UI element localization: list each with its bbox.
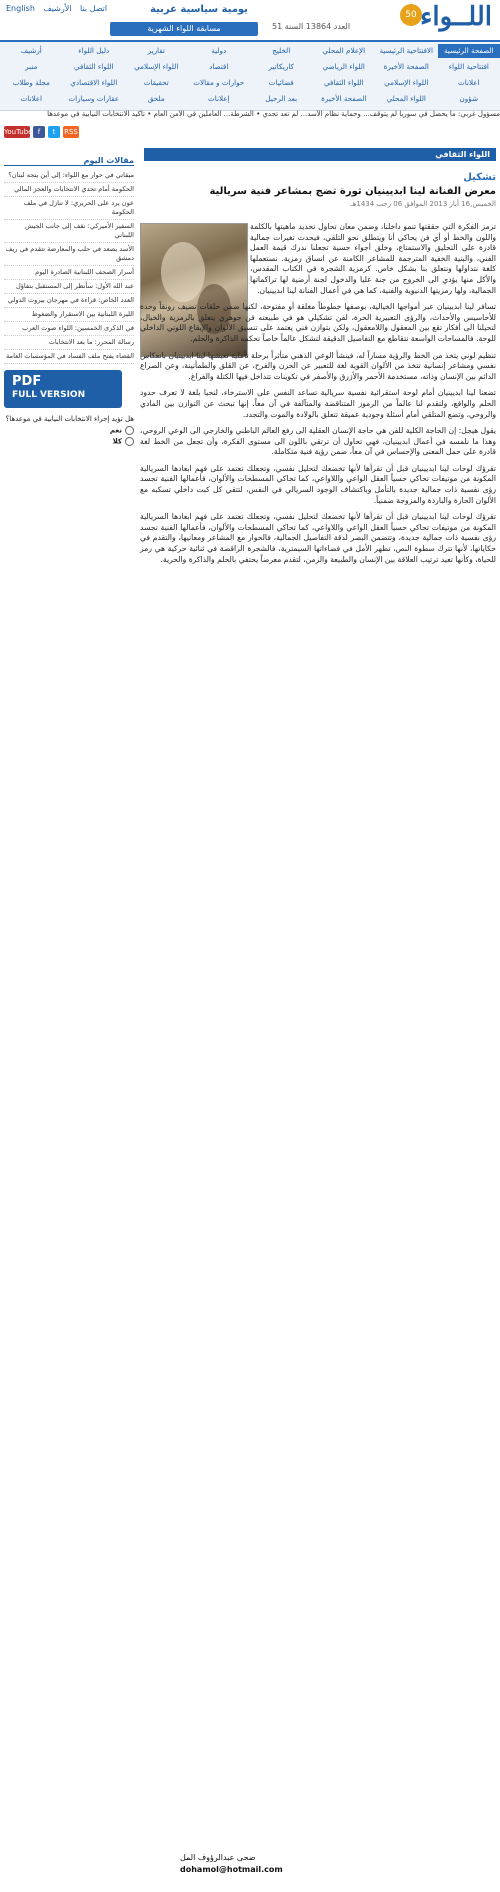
nav-item[interactable]: إعلانات	[207, 94, 230, 103]
nav-item[interactable]: اللواء الإسلامي	[134, 62, 179, 71]
social-links	[4, 126, 79, 138]
rss-icon[interactable]: RSS	[64, 128, 78, 136]
full-version-label: FULL VERSION	[12, 390, 86, 400]
nav-row-3	[0, 76, 500, 90]
nav-item[interactable]: الصفحة الأخيرة	[383, 62, 429, 71]
article-paragraph: تضعنا لينا ابديينيان أمام لوحة استقرائية نفسية سريالية تساعد النفس على الاسترخاء، لنحيا بلغة لا تعرف حدود الحلم والواقع، ولتقدم لنا عالماً من الرموز المتناقضة والمتآلفة في آن معاً. إنها تبحث عن التوازن بين المادي والروحي، وتضع المتلقي أمام أسئلة وجودية عميقة تتعلق بالولادة والموت والتجدد.	[140, 388, 496, 419]
sidebar-article-link[interactable]: رسالة المحرر: ما بعد الانتخابات	[4, 336, 134, 350]
nav-item[interactable]: اللواء الاقتصادي	[70, 78, 118, 87]
poll-widget	[4, 414, 134, 446]
sidebar-article-link[interactable]: السفير الأميركي: نقف إلى جانب الجيش اللبناني	[4, 220, 134, 243]
nav-item[interactable]: اللواء الثقافي	[323, 78, 364, 87]
site-tagline: يومية سياسية عربية	[150, 4, 248, 15]
nav-item[interactable]: تحقيقات	[143, 78, 169, 87]
nav-item[interactable]: حوارات و مقالات	[193, 78, 245, 87]
sidebar-article-link[interactable]: الحكومة أمام تحدي الانتخابات والعجز المالي	[4, 183, 134, 197]
nav-item[interactable]: دليل اللواء	[78, 46, 110, 55]
main-navigation	[0, 40, 500, 111]
nav-item[interactable]: افتتاحية اللواء	[448, 62, 489, 71]
nav-item[interactable]: اللواء الرياضي	[322, 62, 365, 71]
pdf-label: PDF	[12, 374, 42, 389]
pdf-full-version-button[interactable]	[4, 370, 122, 408]
sidebar-article-link[interactable]: الأسد يصعد في حلب والمعارضة تتقدم في ريف دمشق	[4, 243, 134, 266]
article-header	[140, 172, 496, 214]
article-signature	[140, 1852, 496, 1876]
nav-item[interactable]: الخليج	[272, 46, 291, 55]
sidebar-article-link[interactable]: ميقاتي في حوار مع اللواء: إلى أين يتجه لبنان؟	[4, 169, 134, 183]
nav-item[interactable]: بعد الرحيل	[265, 94, 298, 103]
nav-item[interactable]: اللواء الإسلامي	[384, 78, 429, 87]
nav-item[interactable]: أرشيف	[20, 46, 42, 55]
poll-option-label: كلا	[112, 437, 122, 446]
nav-item[interactable]: منبر	[25, 62, 38, 71]
nav-item[interactable]: كاريكاتير	[268, 62, 294, 71]
nav-item[interactable]: دولية	[211, 46, 227, 55]
top-link-contact[interactable]: اتصل بنا	[80, 4, 108, 13]
youtube-icon[interactable]: YouTube	[4, 128, 33, 136]
poll-option-no[interactable]	[4, 437, 134, 446]
poll-option-yes[interactable]	[4, 426, 134, 435]
nav-item[interactable]: مجلة وطلاب	[12, 78, 50, 87]
nav-item[interactable]: الافتتاحية الرئيسية	[379, 46, 434, 55]
article-body	[140, 222, 496, 571]
article-title: معرض الفنانة لينا ابديينيان ثورة تضج بمشاعر فنية سريالية	[209, 186, 496, 197]
article-paragraph: تسافر لينا ابديينيان عبر أمواجها الخيالية، بوصفها خطوطاً مغلقة أو مفتوحة، لكنها ضمن حلقات تضيف رونقاً وحدة للأحاسيس والأحداث، والرؤى التعبيرية الحرة، لفن تشكيلي هو في طبيعته فن جوهري يتعلق بالرمزية والخيال، لتحيلنا الى أفكار تقع بين المعقول واللامعقول، ولكن بتوازن فني يعتمد على تنسيق الألوان والإيقاع اللوني الداخلي للوحة. فالمساحات الواسعة تتقاطع مع التفاصيل الدقيقة لتشكل عالماً خاصاً تحكمه الذاكرة والحلم.	[140, 302, 496, 343]
nav-item[interactable]: اعلانات	[20, 94, 43, 103]
nav-item[interactable]: اللواء الثقافي	[73, 62, 114, 71]
poll-option-label: نعم	[109, 426, 122, 435]
article-kicker: تشكيل	[463, 172, 496, 183]
sidebar-article-link[interactable]: عون يرد على الحريري: لا تنازل في ملف الحكومة	[4, 197, 134, 220]
sidebar-article-link[interactable]: القضاء يفتح ملف الفساد في المؤسسات العامة	[4, 350, 134, 364]
section-header[interactable]: اللواء الثقافي	[144, 148, 496, 161]
site-header	[0, 0, 500, 40]
radio-icon[interactable]	[125, 437, 134, 446]
nav-item[interactable]: الإعلام المحلي	[322, 46, 366, 55]
nav-item[interactable]: اعلانات	[457, 78, 480, 87]
radio-icon[interactable]	[125, 426, 134, 435]
news-ticker[interactable]: مسؤول غربي: ما يحصل في سوريا لم يتوقف... وحماية نظام الأسد... لم تعد تجدي • الشرطة... العاملين في الأمن العام • تأكيد الانتخابات النيابية في موعدها	[47, 110, 500, 118]
sidebar-article-link[interactable]: العدد الخاص: قراءة في مهرجان بيروت الدولي	[4, 294, 134, 308]
nav-item[interactable]: الصفحة الأخيرة	[321, 94, 367, 103]
site-logo[interactable]	[400, 2, 492, 38]
sidebar-article-link[interactable]: أسرار الصحف اللبنانية الصادرة اليوم	[4, 266, 134, 280]
article-paragraph: تقرؤك لوحات لينا ابديينيان قبل أن تقرأها لأنها تخضعك لتحليل نفسي، وتجعلك تعتمد على فهم ابعادها السريالية المكونة من موتيفات تحاكي حسياً العقل الواعي واللاواعي، كما تحاكي المسطحات والألوان، فأعمالها الفنية تجسد رؤى نفسية ذات جمالية جديدة، وتتضمن البصر لدقة التفاصيل الجمالية، فالحوار مع المشاعر ومعانيها، والتقدم في حكاياتها، لأنها تترك سطوة النص، تظهر الأمل في فضاءاتها السيمترية، فالشجرة الراقصة في ثنائية حركية هي رمز للحياة، وكأنها تعيد ترتيب العلاقة بين الإنسان والطبيعة والزمن، لتقدم معرضاً يحتفي بالحلم والذاكرة والحرية.	[140, 512, 496, 564]
nav-item-home[interactable]: الصفحة الرئيسية	[438, 44, 500, 58]
nav-item[interactable]: اللواء المحلي	[386, 94, 426, 103]
nav-item[interactable]: ملحق	[147, 94, 165, 103]
monthly-contest-banner[interactable]: مسابقة اللواء الشهرية	[110, 22, 258, 36]
sidebar	[4, 156, 134, 446]
nav-row-2	[0, 60, 500, 74]
nav-row-4	[0, 92, 500, 106]
nav-item[interactable]: اقتصاد	[209, 62, 229, 71]
nav-item[interactable]: تقارير	[147, 46, 165, 55]
top-link-english[interactable]: English	[6, 4, 35, 13]
author-name: ضحى عبدالرؤوف المل	[180, 1853, 256, 1862]
article-paragraph: تنظيم لوني يتخذ من الخط والرؤية مساراً له، فينشأ الوعي الذهني متأثراً برحلة تأملية تعيشها لينا ابديينيان بانعكاس نفسي ومشاعر إنسانية تتخذ من الألوان القوية لغة للتعبير عن الحزن والفرح، عن القلق والطمأنينة، وعن الصراع الدائم بين الإنسان وذاته، مستخدمة الأحمر والأزرق والأصفر في تكوينات تتداخل فيها الكتلة والفراغ.	[140, 350, 496, 381]
nav-item[interactable]: فضائيات	[268, 78, 294, 87]
author-email[interactable]: dohamol@hotmail.com	[180, 1865, 283, 1874]
logo-text: اللــواء	[420, 2, 492, 32]
sidebar-article-link[interactable]: الليرة اللبنانية بين الاستقرار والضغوط	[4, 308, 134, 322]
nav-row-1	[0, 44, 500, 58]
anniversary-badge: 50	[400, 4, 422, 26]
sidebar-title: مقالات اليوم	[4, 156, 134, 166]
sidebar-article-link[interactable]: في الذكرى الخمسين: اللواء صوت العرب	[4, 322, 134, 336]
article-date: الخميس,16 أيار 2013 الموافق 06 رجب 1434هـ	[350, 200, 496, 208]
top-link-archive[interactable]: الأرشيف	[43, 4, 72, 13]
twitter-icon[interactable]: t	[48, 126, 60, 138]
nav-item[interactable]: عقارات وسيارات	[68, 94, 120, 103]
sidebar-article-link[interactable]: عبد الله الأول: سأنظر إلى المستقبل بتفاؤل	[4, 280, 134, 294]
article-paragraph: تقرؤك لوحات لينا ابديينيان قبل أن تقرأها لأنها تخضعك لتحليل نفسي، وتجعلك تعتمد على فهم ابعادها السريالية المكونة من موتيفات تحاكي حسياً العقل الواعي واللاواعي، كما تحاكي المسطحات والألوان، فأعمالها الفنية تجسد رؤى نفسية ذات جمالية جديدة بالتأمل وباكتشاف الوجود السريالي في النفس، لتتقي كل كبت داخلي تسكبه مع الألوان الحارة والباردة والمزوجة ضمنياً.	[140, 463, 496, 505]
facebook-icon[interactable]: f	[33, 126, 45, 138]
top-links	[6, 4, 113, 13]
article-paragraph: ترمز الفكرة التي حققتها تنمو داخلنا، وضمن معان تحاول تحديد ماهيتها بالكلمة واللون والخط أو أي فن يحاكي أنا ويتطلق نحو التلقي، فيحدث تغيرات جمالية قادرة على التحليق والاستمتاع، وخلق أجواء حسية تجعلنا ندرك قيمة العمل الفني، والبنية الخفية المترجمة للمشاعر الكامنة عن انساق رمزية. نستعملها كلغة نتداولها ونتعلق بنا بشكل خاص. كرمزية الشجرة في الكتاب المقدس، والأكل منها يؤدي الى الخروج من جنة عليا والدخول لجنة أرضية لها تراكماتها الجمالية، ولها رمزيتها الدنيوية والفنية، كما هي في أعمال الفنانة لينا ابديينيان.	[250, 222, 496, 295]
article-paragraph: يقول هيجل: إن الحاجة الكلية للفن هي حاجة الإنسان العقلية الى رفع العالم الباطني والخارجي الى الوعي الروحي، وهذا ما نلمسه في أعمال ابديينيان، فهي تحاول أن ترتقي باللون الى مستوى الفكرة، وأن تجعل من الخط لغة قادرة على حمل المعنى والإحساس في آن معاً، ضمن رؤية فنية متكاملة.	[140, 426, 496, 457]
poll-question: هل تؤيد إجراء الانتخابات النيابية في موعدها؟	[5, 415, 134, 423]
issue-date: العدد 13864 السنة 51	[272, 22, 351, 31]
nav-item[interactable]: شؤون	[459, 94, 478, 103]
